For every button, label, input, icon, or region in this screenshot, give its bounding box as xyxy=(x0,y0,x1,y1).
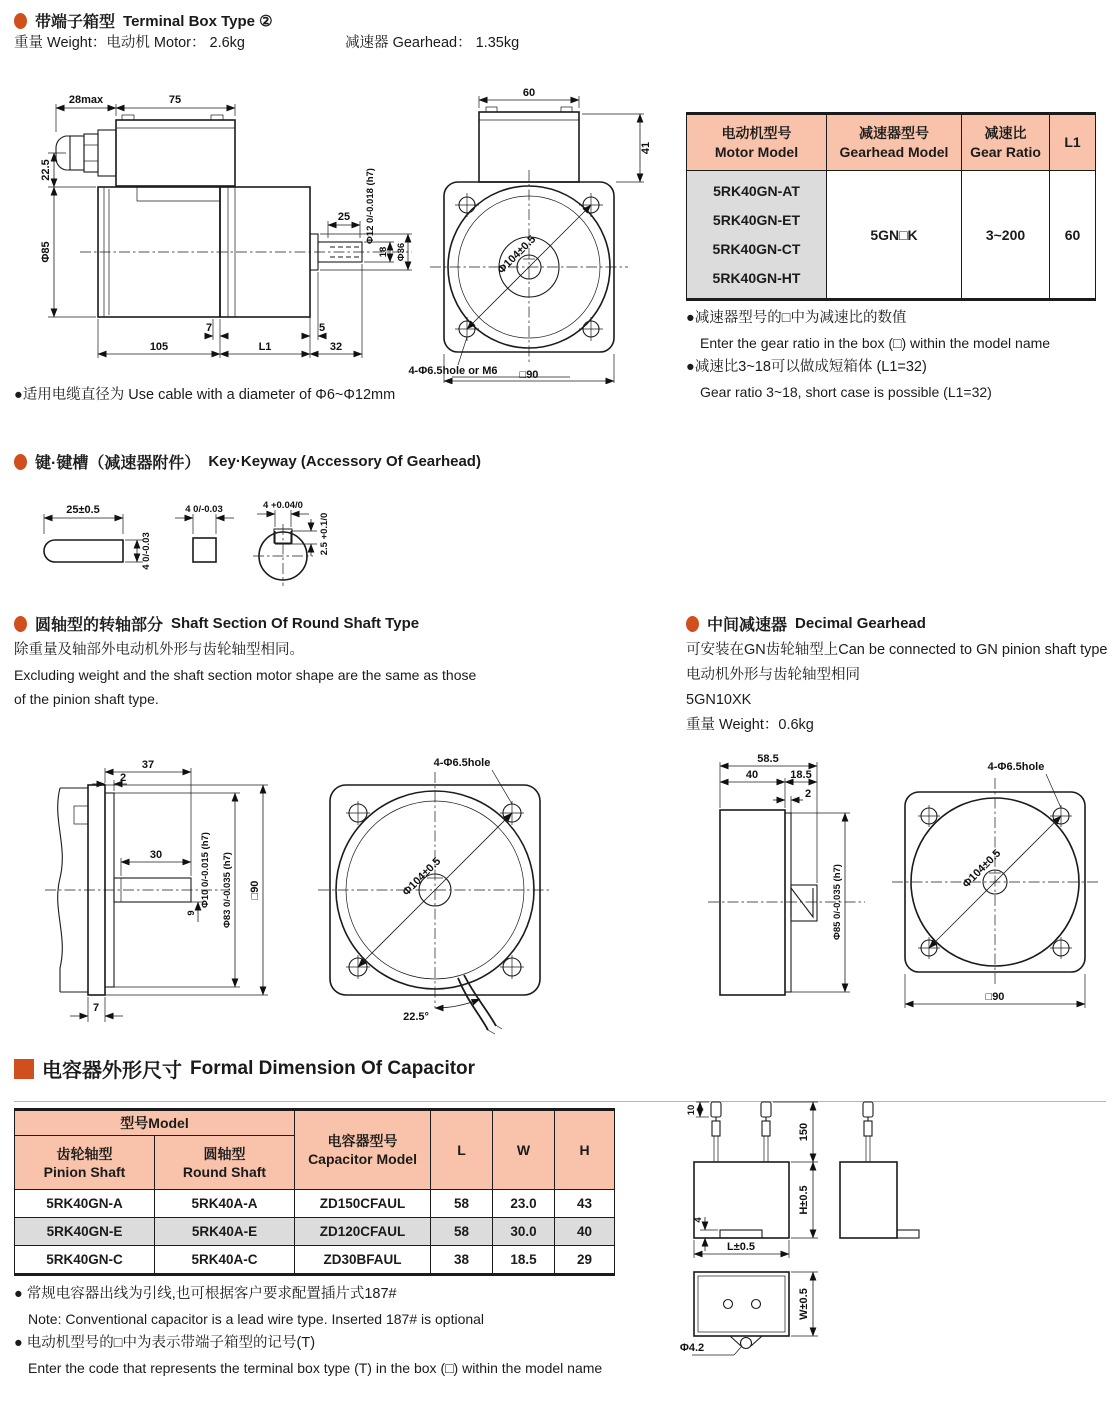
dim-key-height: 4 0/-0.03 xyxy=(141,532,152,570)
decimal-title-zh: 中间减速器 xyxy=(707,617,788,634)
dim-square90: □90 xyxy=(249,880,261,900)
cell-cap-model: ZD30BFAUL xyxy=(295,1246,431,1275)
weight-line xyxy=(14,31,519,56)
header-round-en: Round Shaft xyxy=(182,1163,267,1180)
header-capacitor-model-en: Capacitor Model xyxy=(308,1151,417,1167)
decimal-desc-4: 重量 Weight：0.6kg xyxy=(686,717,814,733)
header-W: W xyxy=(493,1110,555,1190)
header-model-group: 型号Model xyxy=(15,1110,295,1136)
table-data-row xyxy=(687,171,1096,300)
dim-phi10: Φ10 0/-0.015 (h7) xyxy=(200,832,211,908)
decimal-gearhead-title xyxy=(686,612,1116,635)
orange-bullet-icon xyxy=(14,616,27,632)
dim-60: 60 xyxy=(522,87,536,99)
decimal-title-en: Decimal Gearhead xyxy=(795,615,926,632)
capacitor-table xyxy=(14,1108,615,1276)
dim-10: 10 xyxy=(686,1104,697,1116)
header-gear-ratio xyxy=(962,114,1050,171)
motor-model: 5RK40GN-HT xyxy=(712,269,801,286)
shaft-keyway-section xyxy=(253,510,317,586)
round-shaft-desc-en2: of the pinion shaft type. xyxy=(14,691,159,707)
header-round-zh: 圆轴型 xyxy=(203,1145,246,1162)
header-pinion-en: Pinion Shaft xyxy=(43,1163,126,1180)
cell-pinion: 5RK40GN-A xyxy=(15,1190,155,1218)
dim-18: 18 xyxy=(378,246,389,258)
key-title-en: Key·Keyway (Accessory Of Gearhead) xyxy=(208,453,481,470)
round-shaft-side-dims xyxy=(70,768,268,1022)
dim-keyway-width: 4 +0.04/0 xyxy=(263,500,303,511)
key-cross-section xyxy=(175,514,234,562)
decimal-front-outline xyxy=(892,774,1098,1008)
capacitor-title-zh: 电容器外形尺寸 xyxy=(42,1060,182,1082)
round-shaft-title-zh: 圆轴型的转轴部分 xyxy=(35,617,164,634)
note-en: Enter the gear ratio in the box (□) within the model name xyxy=(700,335,1051,351)
note-zh: ●减速器型号的□中为减速比的数值 xyxy=(686,310,907,326)
cell-h: 29 xyxy=(555,1246,615,1275)
terminal-box-section-title xyxy=(14,9,273,32)
orange-bullet-icon xyxy=(686,616,699,632)
note-en: Enter the code that represents the terminal box type (T) in the box (□) within the model name xyxy=(28,1360,603,1376)
dim-7: 7 xyxy=(205,322,213,334)
note-en: Gear ratio 3~18, short case is possible (L1=32) xyxy=(700,384,992,400)
cell-cap-model: ZD120CFAUL xyxy=(295,1218,431,1246)
header-motor-model-zh: 电动机型号 xyxy=(721,124,792,141)
dim-phi85: Φ85 0/-0.035 (h7) xyxy=(832,864,843,940)
key-title-zh: 键·键槽（减速器附件） xyxy=(35,455,201,472)
cell-pinion: 5RK40GN-E xyxy=(15,1218,155,1246)
gear-ratio-table xyxy=(686,112,1096,301)
note-zh: ● 电动机型号的□中为表示带端子箱型的记号(T) xyxy=(14,1335,316,1351)
dim-phi104: Φ104±0.5 xyxy=(400,855,444,899)
round-shaft-front-outline xyxy=(318,770,552,1034)
orange-bullet-icon xyxy=(14,13,27,29)
cell-l: 58 xyxy=(431,1218,493,1246)
dim-angle-22-5: 22.5° xyxy=(403,1011,429,1023)
decimal-gearhead-section xyxy=(686,612,1116,738)
section-divider xyxy=(14,1101,1106,1102)
decimal-desc-3: 5GN10XK xyxy=(686,692,752,708)
motor-model: 5RK40GN-CT xyxy=(712,240,801,257)
capacitor-header-row-1 xyxy=(15,1110,615,1136)
section-title-en: Terminal Box Type ② xyxy=(123,12,273,30)
capacitor-row xyxy=(15,1190,615,1218)
cell-gear-ratio: 3~200 xyxy=(962,171,1050,300)
dim-75: 75 xyxy=(168,94,182,106)
header-L: L xyxy=(431,1110,493,1190)
dim-2: 2 xyxy=(804,788,812,800)
note-zh: ● 常规电容器出线为引线,也可根据客户要求配置插片式187# xyxy=(14,1286,397,1302)
dim-L1: L1 xyxy=(258,341,272,353)
header-l1: L1 xyxy=(1050,114,1096,171)
header-motor-model-en: Motor Model xyxy=(714,143,799,160)
key-keyway-drawing xyxy=(25,478,355,596)
key-section-title xyxy=(14,450,481,473)
dim-9: 9 xyxy=(186,910,197,916)
dim-phi4-2: Φ4.2 xyxy=(679,1342,705,1354)
header-pinion-zh: 齿轮轴型 xyxy=(56,1145,113,1162)
motor-model: 5RK40GN-ET xyxy=(712,211,801,228)
cable-note: ●适用电缆直径为 Use cable with a diameter of Φ6~Φ12mm xyxy=(14,387,396,403)
dim-phi12: Φ12 0/-0.018 (h7) xyxy=(365,168,376,244)
dim-2: 2 xyxy=(119,772,127,784)
cell-w: 18.5 xyxy=(493,1246,555,1275)
weight-gearhead: 减速器 Gearhead： 1.35kg xyxy=(345,35,520,51)
header-motor-model xyxy=(687,114,827,171)
dim-5: 5 xyxy=(318,322,326,334)
label-holes: 4-Φ6.5hole xyxy=(987,761,1045,773)
cell-h: 43 xyxy=(555,1190,615,1218)
motor-model: 5RK40GN-AT xyxy=(713,182,800,199)
note-zh: ●减速比3~18可以做成短箱体 (L1=32) xyxy=(686,359,927,375)
decimal-desc-2: 电动机外形与齿轮轴型相同 xyxy=(686,667,860,683)
cell-cap-model: ZD150CFAUL xyxy=(295,1190,431,1218)
dim-H: H±0.5 xyxy=(798,1185,810,1215)
dim-18-5: 18.5 xyxy=(790,769,812,781)
gear-ratio-notes xyxy=(686,306,1106,404)
dim-25: 25 xyxy=(337,211,351,223)
dim-58-5: 58.5 xyxy=(757,753,779,765)
header-round-shaft xyxy=(155,1136,295,1190)
label-mounting-holes: 4-Φ6.5hole or M6 xyxy=(408,365,498,377)
dim-keyway-depth: 2.5 +0.1/0 xyxy=(319,512,330,556)
dimension-lines xyxy=(48,104,412,358)
round-shaft-drawing xyxy=(30,750,620,1045)
key-outline xyxy=(44,514,143,562)
dim-W: W±0.5 xyxy=(798,1288,810,1320)
cell-l1-value: 60 xyxy=(1050,171,1096,300)
cell-pinion: 5RK40GN-C xyxy=(15,1246,155,1275)
dim-41: 41 xyxy=(640,141,652,155)
orange-square-icon xyxy=(14,1059,34,1079)
cell-l: 38 xyxy=(431,1246,493,1275)
dim-7: 7 xyxy=(92,1002,100,1014)
dim-phi36: Φ36 xyxy=(396,242,407,262)
dim-phi85: Φ85 xyxy=(40,241,52,263)
round-shaft-desc-en1: Excluding weight and the shaft section motor shape are the same as those xyxy=(14,667,477,683)
cell-round: 5RK40A-C xyxy=(155,1246,295,1275)
capacitor-drawing xyxy=(672,1086,932,1361)
label-holes: 4-Φ6.5hole xyxy=(433,757,491,769)
dim-37: 37 xyxy=(141,759,155,771)
cell-w: 30.0 xyxy=(493,1218,555,1246)
cell-round: 5RK40A-E xyxy=(155,1218,295,1246)
dim-phi104: Φ104±0.5 xyxy=(960,847,1004,891)
dim-105: 105 xyxy=(149,341,169,353)
dim-L: L±0.5 xyxy=(726,1241,756,1253)
dim-40: 40 xyxy=(745,769,759,781)
capacitor-row xyxy=(15,1218,615,1246)
cell-motor-models xyxy=(687,171,827,300)
round-shaft-desc-zh: 除重量及轴部外电动机外形与齿轮轴型相同。 xyxy=(14,642,304,658)
dim-30: 30 xyxy=(149,849,163,861)
capacitor-title-en: Formal Dimension Of Capacitor xyxy=(190,1057,476,1079)
capacitor-section-title xyxy=(14,1054,475,1083)
orange-bullet-icon xyxy=(14,454,27,470)
header-capacitor-model xyxy=(295,1110,431,1190)
cell-h: 40 xyxy=(555,1218,615,1246)
dim-4: 4 xyxy=(693,1217,704,1223)
cell-gearhead-model: 5GN□K xyxy=(827,171,962,300)
motor-side-view-drawing xyxy=(10,84,430,384)
terminal-box-outline xyxy=(56,115,235,186)
dim-square90: □90 xyxy=(519,369,539,381)
dim-square90: □90 xyxy=(985,991,1005,1003)
dim-key-length: 25±0.5 xyxy=(66,504,100,516)
front-view-outline xyxy=(430,96,644,364)
cell-round: 5RK40A-A xyxy=(155,1190,295,1218)
round-shaft-section xyxy=(14,612,614,711)
cell-l: 58 xyxy=(431,1190,493,1218)
header-gearhead-model xyxy=(827,114,962,171)
dim-phi104: Φ104±0.5 xyxy=(495,233,539,277)
round-shaft-title-en: Shaft Section Of Round Shaft Type xyxy=(171,615,420,632)
header-gear-ratio-zh: 减速比 xyxy=(984,124,1027,141)
dim-150: 150 xyxy=(798,1122,810,1142)
motor-front-view-drawing xyxy=(396,84,684,384)
header-pinion-shaft xyxy=(15,1136,155,1190)
note-en: Note: Conventional capacitor is a lead wire type. Inserted 187# is optional xyxy=(28,1311,485,1327)
section-title-zh: 带端子箱型 xyxy=(35,14,116,31)
header-H: H xyxy=(555,1110,615,1190)
dim-28max: 28max xyxy=(68,94,104,106)
weight-motor: 重量 Weight：电动机 Motor： 2.6kg xyxy=(14,35,245,51)
table-header-row xyxy=(687,114,1096,171)
dim-22-5: 22.5 xyxy=(40,159,52,181)
header-gearhead-model-zh: 减速器型号 xyxy=(859,124,929,141)
header-gearhead-model-en: Gearhead Model xyxy=(839,143,949,160)
capacitor-notes xyxy=(14,1282,654,1380)
dim-32: 32 xyxy=(329,341,343,353)
header-capacitor-model-zh: 电容器型号 xyxy=(327,1133,398,1149)
dim-phi83: Φ83 0/-0.035 (h7) xyxy=(222,852,233,928)
dim-key-width: 4 0/-0.03 xyxy=(185,504,223,515)
decimal-desc-1: 可安装在GN齿轮轴型上Can be connected to GN pinion shaft type xyxy=(686,642,1108,658)
capacitor-row xyxy=(15,1246,615,1275)
decimal-gearhead-drawing xyxy=(690,750,1110,1045)
header-gear-ratio-en: Gear Ratio xyxy=(970,143,1041,160)
capacitor-side-view xyxy=(840,1102,919,1238)
cell-w: 23.0 xyxy=(493,1190,555,1218)
round-shaft-title xyxy=(14,612,614,635)
